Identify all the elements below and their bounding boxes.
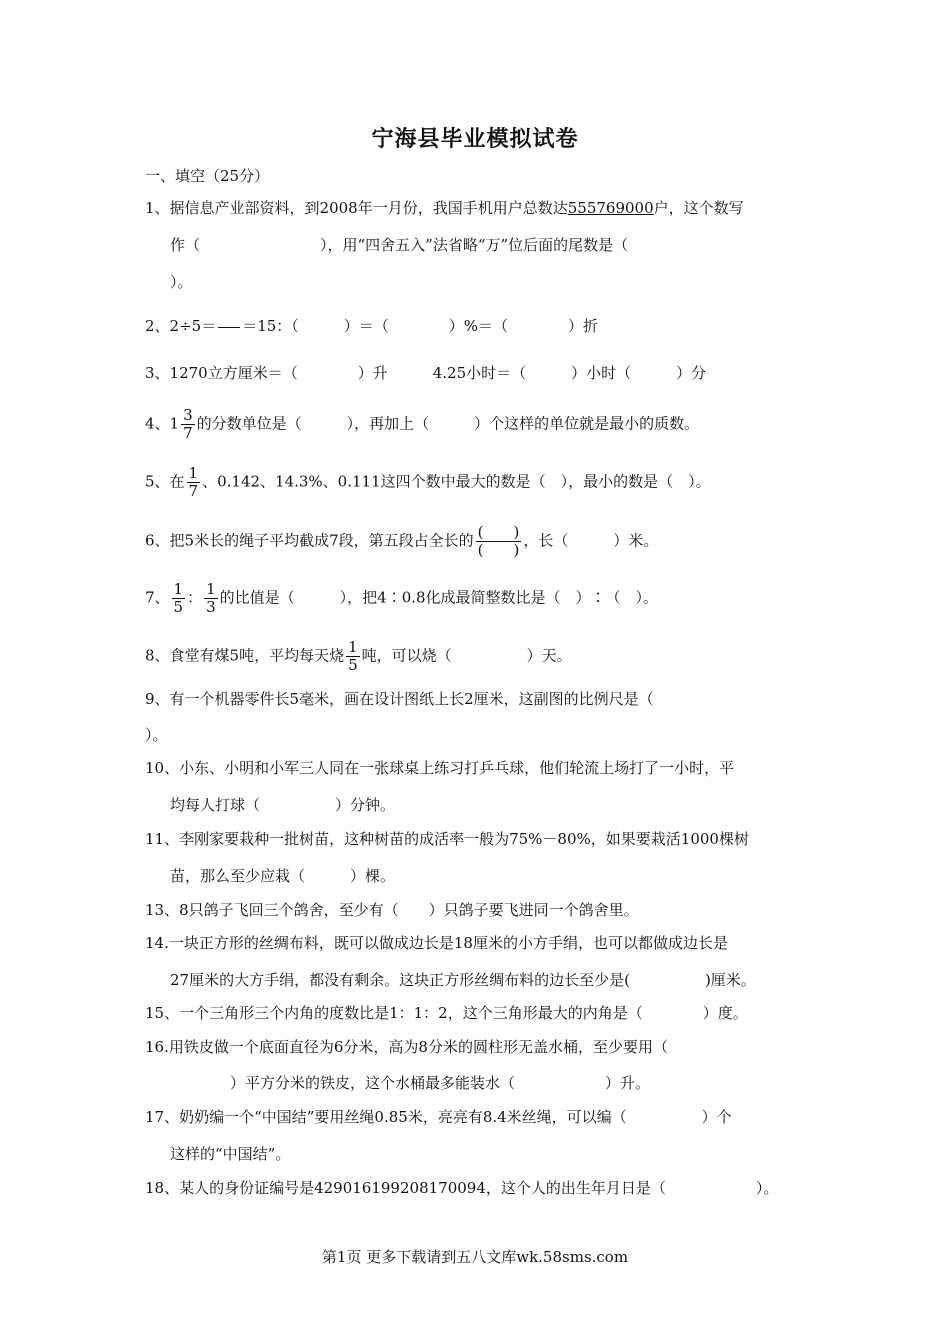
question-9-line-2: ）。	[145, 726, 168, 744]
fraction-1-5: $\frac{1}{5}$	[173, 580, 184, 616]
question-17: 17、奶奶编一个“中国结”要用丝绳0.85米，亮亮有8.4米丝绳，可以编（ ）个	[145, 1108, 732, 1126]
question-10: 10、小东、小明和小军三人同在一张球桌上练习打乒乓球，他们轮流上场打了一小时，平	[145, 759, 735, 777]
question-7: 7、 $\frac{1}{5}$ ： $\frac{1}{3}$ 的比值是（ ），把4∶0.8化成最简整数比是（ ）∶（ ）。	[145, 580, 659, 616]
question-14-line-2: 27厘米的大方手绢，都没有剩余。这块正方形丝绸布料的边长至少是( )厘米。	[170, 971, 756, 989]
question-13: 13、8只鸽子飞回三个鸽舍，至少有（ ）只鸽子要飞进同一个鸽舍里。	[145, 901, 639, 919]
fraction-3-7: $\frac{3}{7}$	[183, 406, 193, 442]
question-1-line-2: 作（ ），用“四舍五入”法省略“万”位后面的尾数是（	[170, 236, 629, 254]
question-15: 15、一个三角形三个内角的度数比是1：1：2，这个三角形最大的内角是（ ）度。	[145, 1004, 748, 1022]
question-14: 14.一块正方形的丝绸布料，既可以做成边长是18厘米的小方手绢，也可以都做成边长是	[145, 934, 728, 952]
page-footer: 第1页 更多下载请到五八文库wk.58sms.com	[321, 1248, 629, 1266]
question-2: 2、2÷5＝ ＝15：（ ）＝（ ）%＝（ ）折	[145, 317, 599, 335]
question-10-line-2: 均每人打球（ ）分钟。	[170, 796, 396, 814]
phone-user-count: 555769000	[567, 199, 654, 217]
question-4: 4、1 $\frac{3}{7}$ 的分数单位是（ ），再加上（ ）个这样的单位就是最小的质数。	[145, 406, 700, 442]
question-18: 18、某人的身份证编号是429016199208170094，这个人的出生年月日是（ ）。	[145, 1179, 779, 1197]
fraction-1-7: $\frac{1}{7}$	[188, 464, 199, 500]
question-11: 11、李刚家要栽种一批树苗，这种树苗的成活率一般为75%－80%，如果要栽活1000棵树	[145, 830, 749, 848]
page-title: 宁海县毕业模拟试卷	[371, 126, 579, 152]
fraction-1-5: $\frac{1}{5}$	[348, 638, 358, 674]
question-17-line-2: 这样的“中国结”。	[170, 1145, 291, 1163]
question-1-line-3: ）。	[170, 273, 193, 291]
section-heading: 一、填空（25分）	[145, 167, 270, 185]
question-6: 6、把5米长的绳子平均截成7段，第五段占全长的 $\frac{( )}{( )}$ ，长（ ）米。	[145, 523, 659, 559]
question-16: 16.用铁皮做一个底面直径为6分米，高为8分米的圆柱形无盖水桶，至少要用（	[145, 1038, 668, 1056]
blank-fraction: $\frac{( )}{( )}$	[477, 523, 520, 559]
question-11-line-2: 苗，那么至少应栽（ ）棵。	[170, 867, 396, 885]
question-3: 3、1270立方厘米＝（ ）升 4.25小时＝（ ）小时（ ）分	[145, 364, 707, 382]
fraction-1-3: $\frac{1}{3}$	[206, 580, 216, 616]
question-1: 1、据信息产业部资料，到2008年一月份，我国手机用户总数达555769000户，这个数写	[145, 199, 744, 217]
blank-fraction	[218, 327, 240, 328]
question-16-line-2: ）平方分米的铁皮，这个水桶最多能装水（ ）升。	[230, 1074, 651, 1092]
question-8: 8、食堂有煤5吨，平均每天烧 $\frac{1}{5}$ 吨，可以烧（ ）天。	[145, 638, 572, 674]
question-9: 9、有一个机器零件长5毫米，画在设计图纸上长2厘米，这副图的比例尺是（	[145, 690, 654, 708]
question-5: 5、在 $\frac{1}{7}$ 、0.142、14.3%、0.111这四个数中最大的数是（ ），最小的数是（ ）。	[145, 464, 711, 500]
